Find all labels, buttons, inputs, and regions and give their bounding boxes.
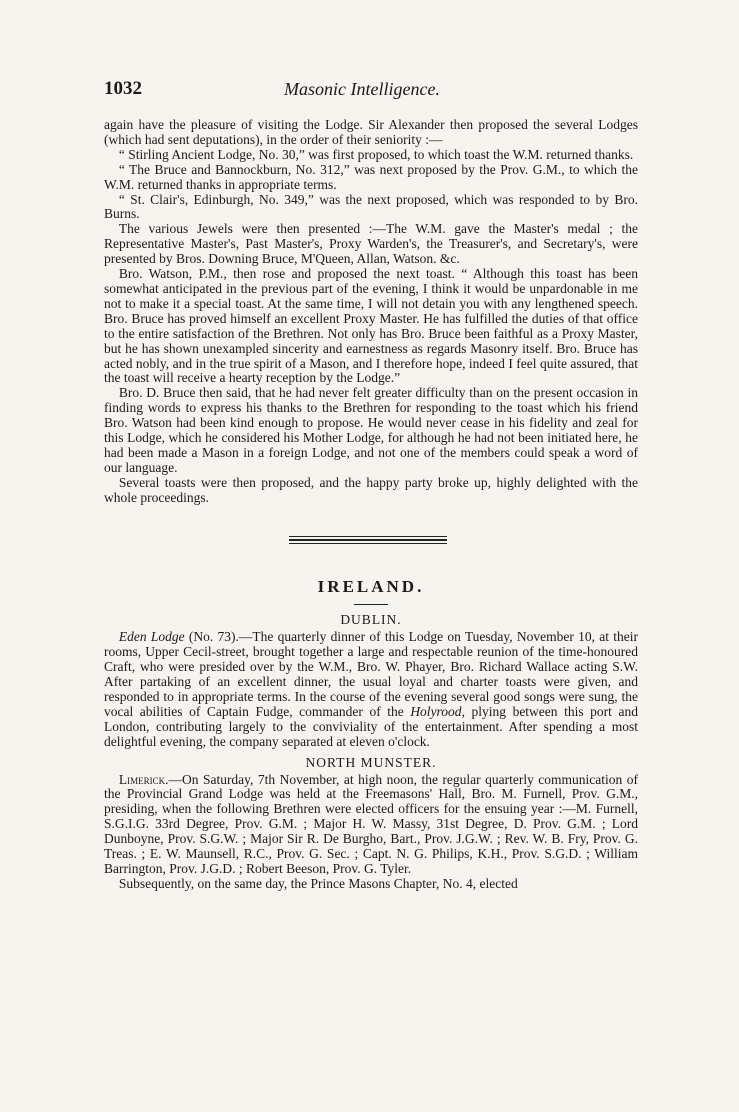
- paragraph-limerick: Limerick.—On Saturday, 7th November, at high noon, the regular quarterly communication of the Provincial Grand Lodge was held at the Freemasons' Hall, Bro. M. Furnell, Prov. G.M., presiding, when the following Brethren were elected officers for the ensuing year :—M. Furnell, S.G.I.G. 33rd Degree, Prov. G.M. ; Major H. W. Massy, 31st Degree, D. Prov. G.M. ; Lord Dunboyne, Prov. S.G.W. ; Major Sir R. De Burgho, Bart., Prov. J.G.W. ; Rev. W. B. Fry, Prov. G. Treas. ; E. W. Maunsell, R.C., Prov. G. Sec. ; Capt. N. G. Philips, K.H., Prov. S.G.D. ; William Barrington, Prov. J.G.D. ; Robert Beeson, Prov. G. Tyler.: [104, 771, 638, 876]
- subheading-dublin: DUBLIN.: [340, 612, 402, 628]
- article-body: [104, 118, 638, 892]
- paragraph: Bro. Watson, P.M., then rose and proposed the next toast. “ Although this toast has been somewhat anticipated in the previous part of the evening, I think it would be unpardonable in me not to make it a special toast. At the same time, I will not detain you with any lengthened speech. Bro. Bruce has proved himself an excellent Proxy Master. He has fulfilled the duties of that office to the entire satisfaction of the Brethren. Not only has Bro. Bruce been faithful as a Proxy Master, but he has shown unexampled sincerity and earnestness as regards Masonry itself. Bro. Bruce has acted nobly, and in the true spirit of a Mason, and I therefore hope, indeed I feel quite assured, that the toast will receive a hearty reception by the Lodge.”: [104, 266, 638, 386]
- ship-name: Holyrood: [410, 703, 462, 719]
- paragraph: The various Jewels were then presented :—The W.M. gave the Master's medal ; the Representative Master's, Past Master's, Proxy Warden's, the Treasurer's, and Secretary's, were presented by Bros. Downing Bruce, M'Queen, Allan, Watson. &c.: [104, 221, 638, 267]
- paragraph: Several toasts were then proposed, and the happy party broke up, highly delighted with the whole proceedings.: [104, 474, 638, 505]
- paragraph-dublin: Eden Lodge (No. 73).—The quarterly dinner of this Lodge on Tuesday, November 10, at their rooms, Upper Cecil-street, brought together a large and respectable reunion of the time-honoured Craft, who were presided over by the W.M., Bro. W. Phayer, Bro. Richard Wallace acting S.W. After partaking of an excellent dinner, the usual loyal and charter toasts were given, and responded to in appropriate terms. In the course of the evening several good songs were sung, the vocal abilities of Captain Fudge, commander of the Holyrood, plying between this port and London, contributing largely to the conviviality of the entertainment. After spending a most delightful evening, the company separated at eleven o'clock.: [104, 629, 638, 749]
- page-header: [104, 78, 638, 100]
- lodge-name: Eden Lodge: [118, 629, 185, 645]
- paragraph: again have the pleasure of visiting the Lodge. Sir Alexander then proposed the several Lodges (which had sent deputations), in the order of their seniority :—: [104, 117, 638, 147]
- section-divider: [104, 536, 638, 566]
- title-rule: [354, 604, 388, 605]
- paragraph-final: Subsequently, on the same day, the Prince Masons Chapter, No. 4, elected: [118, 875, 518, 891]
- page-number: 1032: [104, 78, 142, 99]
- place-name: Limerick: [118, 771, 166, 787]
- paragraph: “ St. Clair's, Edinburgh, No. 349,” was the next proposed, which was responded to by Bro. Burns.: [104, 191, 638, 222]
- section-title: IRELAND.: [317, 576, 425, 596]
- subheading-north-munster: NORTH MUNSTER.: [305, 754, 437, 770]
- running-title: Masonic Intelligence.: [284, 79, 440, 99]
- paragraph: Bro. D. Bruce then said, that he had never felt greater difficulty than on the present occasion in finding words to express his thanks to the Brethren for responding to the toast which his friend Bro. Watson had been kind enough to propose. He would never cease in his fidelity and zeal for this Lodge, which he considered his Mother Lodge, for although he had not been initiated here, he had been made a Mason in a foreign Lodge, and not one of the members could speak a word of our language.: [104, 385, 638, 475]
- paragraph: “ Stirling Ancient Lodge, No. 30,” was first proposed, to which toast the W.M. returned thanks.: [118, 146, 634, 162]
- paragraph: “ The Bruce and Bannockburn, No. 312,” was next proposed by the Prov. G.M., to which the W.M. returned thanks in appropriate terms.: [104, 161, 638, 192]
